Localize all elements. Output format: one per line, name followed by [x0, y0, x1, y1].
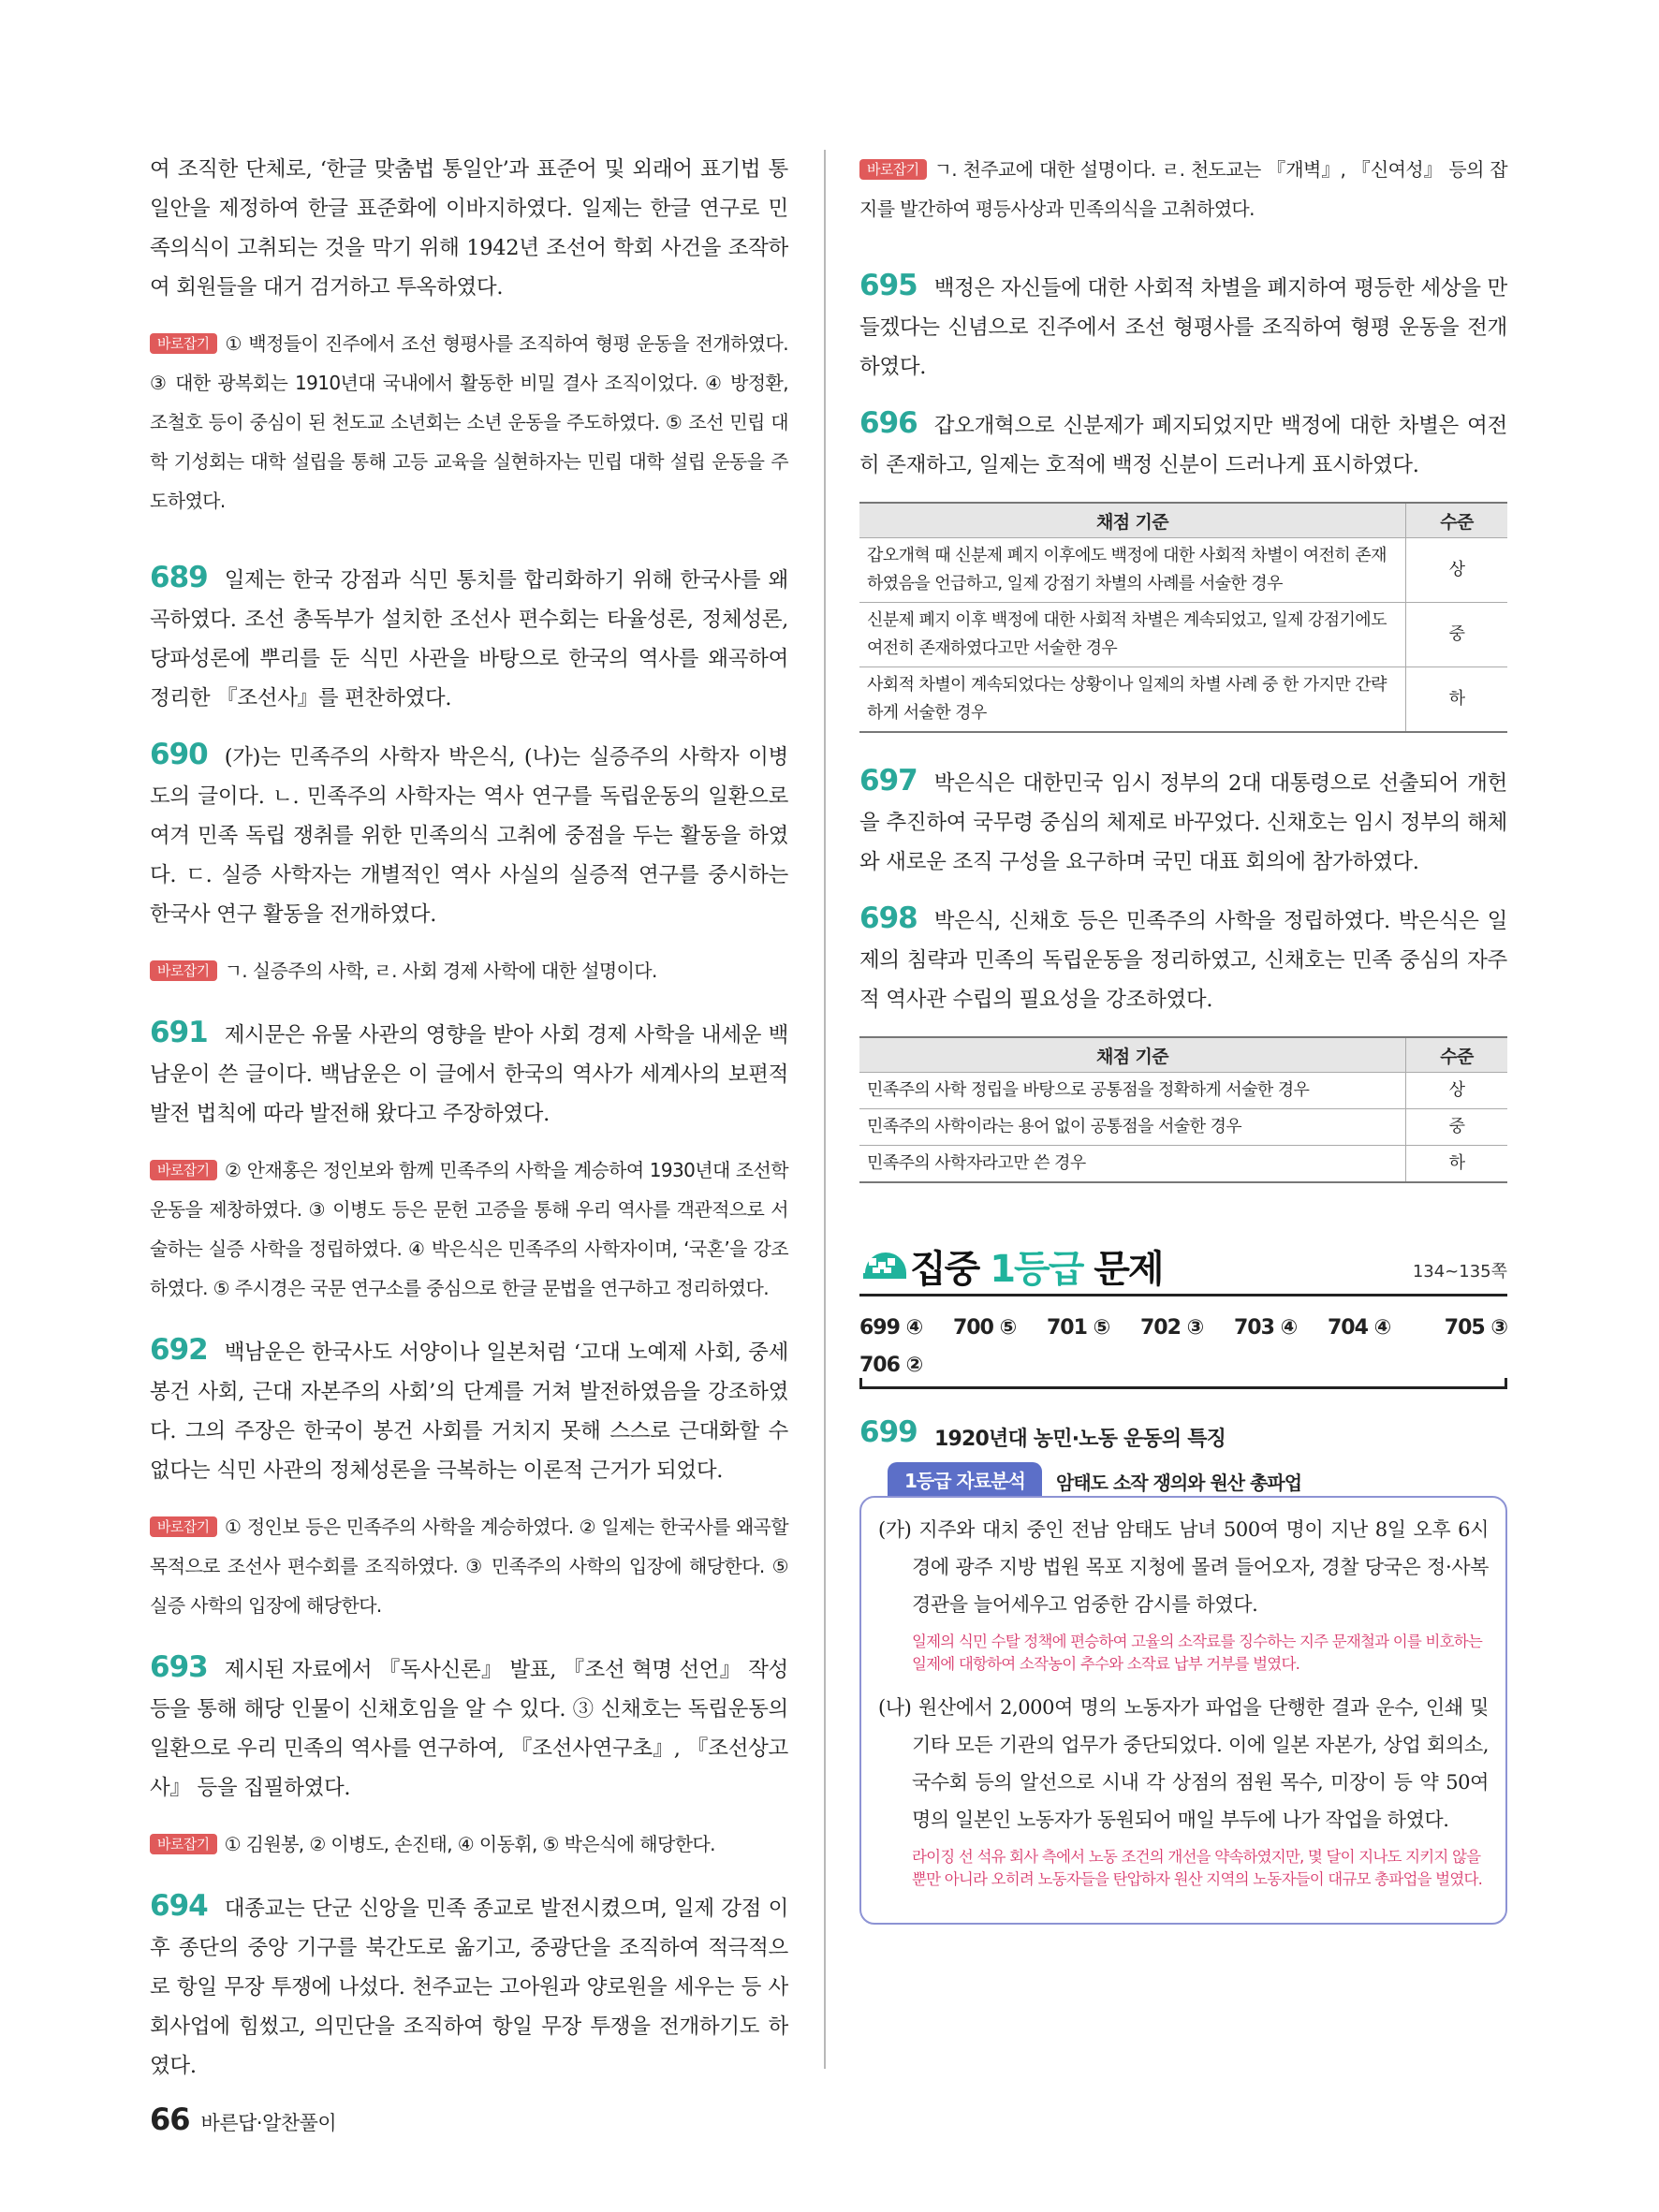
correction-text: ① 정인보 등은 민족주의 사학을 계승하였다. ② 일제는 한국사를 왜곡할 목적으로 조선사 편수회를 조직하였다. ③ 민족주의 사학의 입장에 해당한다. ⑤ 실증 사학의 입장에 해당한다. — [150, 1516, 788, 1617]
correction-text: ① 백정들이 진주에서 조선 형평사를 조직하여 형평 운동을 전개하였다. ③ 대한 광복회는 1910년대 국내에서 활동한 비밀 결사 조직이었다. ④ 방정환, 조철호 등이 중심이 된 천도교 소년회는 소년 운동을 주도하였다. ⑤ 조선 민립 대학 기성회는 대학 설립을 통해 고등 교육을 실현하자는 민립 대학 설립 운동을 주도하였다. — [150, 332, 788, 512]
question-695 — [859, 266, 1507, 387]
question-text: 백정은 자신들에 대한 사회적 차별을 폐지하여 평등한 세상을 만들겠다는 신념으로 진주에서 조선 형평사를 조직하여 형평 운동을 전개하였다. — [859, 276, 1507, 379]
correction-text: ① 김원봉, ② 이병도, 손진태, ④ 이동휘, ⑤ 박은식에 해당한다. — [224, 1833, 715, 1855]
source-na-note: 라이징 선 석유 회사 측에서 노동 조건의 개선을 약속하였지만, 몇 달이 지나도 지키지 않을 뿐만 아니라 오히려 노동자들을 탄압하자 원산 지역의 노동자들이 대규모 총파업을 벌였다. — [912, 1848, 1483, 1888]
analysis-box — [859, 1496, 1507, 1925]
question-number: 692 — [150, 1333, 208, 1367]
question-690 — [150, 735, 788, 934]
section-title-highlight: 1등급 — [990, 1248, 1083, 1291]
question-topic: 1920년대 농민·노동 운동의 특징 — [934, 1428, 1226, 1451]
answer-item: 702 ③ — [1140, 1316, 1204, 1340]
page-footer — [150, 2102, 336, 2137]
criteria-cell: 민족주의 사학 정립을 바탕으로 공통점을 정확하게 서술한 경우 — [859, 1073, 1406, 1109]
section-title-part: 문제 — [1082, 1248, 1163, 1291]
scoring-table-698 — [859, 1036, 1507, 1183]
level-cell: 상 — [1406, 1073, 1508, 1109]
question-694 — [150, 1886, 788, 2086]
correction-text: ② 안재홍은 정인보와 함께 민족주의 사학을 계승하여 1930년대 조선학 운동을 제창하였다. ③ 이병도 등은 문헌 고증을 통해 우리 역사를 객관적으로 서술하는 실증 사학을 정립하였다. ④ 박은식은 민족주의 사학자이며, ‘국혼’을 강조하였다. ⑤ 주시경은 국문 연구소를 중심으로 한글 문법을 연구하고 정리하였다. — [150, 1159, 788, 1299]
level-header: 수준 — [1406, 503, 1508, 538]
answer-item: 705 ③ — [1444, 1316, 1507, 1340]
question-692 — [150, 1330, 788, 1490]
question-number: 696 — [859, 406, 918, 440]
question-text: 제시문은 유물 사관의 영향을 받아 사회 경제 사학을 내세운 백남운이 쓴 글이다. 백남운은 이 글에서 한국의 역사가 세계사의 보편적 발전 법칙에 따라 발전해 왔다고 주장하였다. — [150, 1023, 788, 1126]
correction-badge: 바로잡기 — [150, 1160, 217, 1180]
question-text: 갑오개혁으로 신분제가 폐지되었지만 백정에 대한 차별은 여전히 존재하고, 일제는 호적에 백정 신분이 드러나게 표시하였다. — [859, 414, 1507, 477]
question-number: 689 — [150, 561, 208, 594]
question-text: 백남운은 한국사도 서양이나 일본처럼 ‘고대 노예제 사회, 중세 봉건 사회, 근대 자본주의 사회’의 단계를 거쳐 발전하였음을 강조하였다. 그의 주장은 한국이 봉건 사회를 거치지 못해 스스로 근대화할 수 없다는 식민 사관의 정체성론을 극복하는 이론적 근거가 되었다. — [150, 1340, 788, 1483]
correction-note — [150, 951, 788, 990]
level-cell: 하 — [1406, 667, 1508, 733]
question-number: 693 — [150, 1650, 208, 1684]
question-698 — [859, 899, 1507, 1019]
criteria-cell: 갑오개혁 때 신분제 폐지 이후에도 백정에 대한 사회적 차별이 여전히 존재하였음을 언급하고, 일제 강점기 차별의 사례를 서술한 경우 — [859, 538, 1406, 603]
table-row — [859, 667, 1507, 733]
correction-note — [150, 1507, 788, 1625]
correction-note — [150, 324, 788, 520]
correction-badge: 바로잡기 — [150, 333, 217, 354]
answer-item: 700 ⑤ — [953, 1316, 1017, 1340]
criteria-cell: 민족주의 사학이라는 용어 없이 공통점을 서술한 경우 — [859, 1109, 1406, 1146]
level-cell: 상 — [1406, 538, 1508, 603]
level-cell: 중 — [1406, 1109, 1508, 1146]
question-number: 691 — [150, 1016, 208, 1049]
correction-text: ㄱ. 천주교에 대한 설명이다. ㄹ. 천도교는 『개벽』, 『신여성』 등의 잡지를 발간하여 평등사상과 민족의식을 고취하였다. — [859, 158, 1507, 220]
criteria-cell: 신분제 폐지 이후 백정에 대한 사회적 차별은 계속되었고, 일제 강점기에도 여전히 존재하였다고만 서술한 경우 — [859, 603, 1406, 667]
analysis-tab: 1등급 자료분석 — [888, 1462, 1042, 1497]
correction-badge: 바로잡기 — [150, 1834, 217, 1854]
right-column — [859, 150, 1507, 1925]
level-cell: 중 — [1406, 603, 1508, 667]
question-689 — [150, 558, 788, 718]
source-ga: (가) 지주와 대치 중인 전남 암태도 남녀 500여 명이 지난 8일 오후 6시경에 광주 지방 법원 목포 지청에 몰려 들어오자, 경찰 당국은 정·사복 경관을 늘어세우고 엄중한 감시를 하였다. — [878, 1518, 1489, 1616]
question-696 — [859, 403, 1507, 485]
table-header-row — [859, 503, 1507, 538]
question-number: 699 — [859, 1415, 918, 1449]
stacked-blocks-icon — [859, 1245, 910, 1290]
question-697 — [859, 761, 1507, 882]
section-header — [859, 1239, 1507, 1296]
criteria-cell: 민족주의 사학자라고만 쓴 경우 — [859, 1146, 1406, 1183]
intro-paragraph: 여 조직한 단체로, ‘한글 맞춤법 통일안’과 표준어 및 외래어 표기법 통일안을 제정하여 한글 표준화에 이바지하였다. 일제는 한글 연구로 민족의식이 고취되는 것을 막기 위해 1942년 조선어 학회 사건을 조작하여 회원들을 대거 검거하고 투옥하였다. — [150, 157, 788, 300]
level-cell: 하 — [1406, 1146, 1508, 1183]
page-number: 66 — [150, 2102, 190, 2137]
correction-badge: 바로잡기 — [859, 159, 927, 180]
table-header-row — [859, 1037, 1507, 1073]
question-number: 694 — [150, 1889, 208, 1923]
question-text: 박은식, 신채호 등은 민족주의 사학을 정립하였다. 박은식은 일제의 침략과 민족의 독립운동을 정리하였고, 신채호는 민족 중심의 자주적 역사관 수립의 필요성을 강조하였다. — [859, 909, 1507, 1012]
question-699-header — [859, 1415, 1507, 1453]
answer-item: 699 ④ — [859, 1316, 923, 1340]
correction-note — [150, 1150, 788, 1308]
question-text: 박은식은 대한민국 임시 정부의 2대 대통령으로 선출되어 개헌을 추진하여 국무령 중심의 체제로 바꾸었다. 신채호는 임시 정부의 해체와 새로운 조직 구성을 요구하며 국민 대표 회의에 참가하였다. — [859, 771, 1507, 874]
question-691 — [150, 1013, 788, 1134]
correction-note — [150, 1824, 788, 1864]
table-row — [859, 603, 1507, 667]
analysis-header — [859, 1458, 1507, 1500]
source-ga-note: 일제의 식민 수탈 정책에 편승하여 고율의 소작료를 징수하는 지주 문재철과 이를 비호하는 일제에 대항하여 소작농이 추수와 소작료 납부 거부를 벌였다. — [912, 1633, 1483, 1673]
source-na: (나) 원산에서 2,000여 명의 노동자가 파업을 단행한 결과 운수, 인쇄 및 기타 모든 기관의 업무가 중단되었다. 이에 일본 자본가, 상업 회의소, 국수회 등의 알선으로 시내 각 상점의 점원 목수, 미장이 등 약 50여 명의 일본인 노동자가 동원되어 매일 부두에 나가 작업을 하였다. — [878, 1696, 1489, 1831]
question-number: 697 — [859, 764, 918, 798]
question-text: 일제는 한국 강점과 식민 통치를 합리화하기 위해 한국사를 왜곡하였다. 조선 총독부가 설치한 조선사 편수회는 타율성론, 정체성론, 당파성론에 뿌리를 둔 식민 사관을 바탕으로 한국의 역사를 왜곡하여 정리한 『조선사』를 편찬하였다. — [150, 568, 788, 710]
analysis-title: 암태도 소작 쟁의와 원산 총파업 — [1056, 1472, 1302, 1494]
section-title — [910, 1239, 1163, 1293]
left-column — [150, 150, 788, 2102]
section-title-part: 집중 — [910, 1248, 991, 1291]
correction-badge: 바로잡기 — [150, 1516, 217, 1537]
criteria-header: 채점 기준 — [859, 1037, 1406, 1073]
question-number: 690 — [150, 738, 208, 771]
question-text: 대종교는 단군 신앙을 민족 종교로 발전시켰으며, 일제 강점 이후 종단의 중앙 기구를 북간도로 옮기고, 중광단을 조직하여 적극적으로 항일 무장 투쟁에 나섰다. 천주교는 고아원과 양로원을 세우는 등 사회사업에 힘썼고, 의민단을 조직하여 항일 무장 투쟁을 전개하기도 하였다. — [150, 1897, 788, 2078]
question-text: (가)는 민족주의 사학자 박은식, (나)는 실증주의 사학자 이병도의 글이다. ㄴ. 민족주의 사학자는 역사 연구를 독립운동의 일환으로 여겨 민족 독립 쟁취를 위한 민족의식 고취에 중점을 두는 활동을 하였다. ㄷ. 실증 사학자는 개별적인 역사 사실의 실증적 연구를 중시하는 한국사 연구 활동을 전개하였다. — [150, 745, 788, 927]
correction-note — [859, 150, 1507, 228]
page-range: 134~135쪽 — [1412, 1262, 1507, 1282]
table-row — [859, 538, 1507, 603]
answer-item: 704 ④ — [1328, 1316, 1391, 1340]
question-number: 698 — [859, 901, 918, 935]
scoring-table-696 — [859, 502, 1507, 733]
question-693 — [150, 1648, 788, 1808]
answer-key — [859, 1296, 1507, 1389]
column-divider — [824, 150, 826, 2069]
criteria-cell: 사회적 차별이 계속되었다는 상황이나 일제의 차별 사례 중 한 가지만 간략하게 서술한 경우 — [859, 667, 1406, 733]
table-row — [859, 1146, 1507, 1183]
answer-item: 701 ⑤ — [1047, 1316, 1110, 1340]
book-section-label: 바른답·알찬풀이 — [200, 2112, 337, 2134]
correction-badge: 바로잡기 — [150, 960, 217, 981]
answer-item: 706 ② — [859, 1354, 923, 1377]
answer-item: 703 ④ — [1234, 1316, 1298, 1340]
table-row — [859, 1073, 1507, 1109]
table-row — [859, 1109, 1507, 1146]
question-number: 695 — [859, 269, 918, 302]
question-text: 제시된 자료에서 『독사신론』 발표, 『조선 혁명 선언』 작성 등을 통해 해당 인물이 신채호임을 알 수 있다. ③ 신채호는 독립운동의 일환으로 우리 민족의 역사를 연구하여, 『조선사연구초』, 『조선상고사』 등을 집필하였다. — [150, 1658, 788, 1800]
answer-rule — [859, 1386, 1507, 1389]
correction-text: ㄱ. 실증주의 사학, ㄹ. 사회 경제 사학에 대한 설명이다. — [224, 960, 657, 982]
criteria-header: 채점 기준 — [859, 503, 1406, 538]
level-header: 수준 — [1406, 1037, 1508, 1073]
